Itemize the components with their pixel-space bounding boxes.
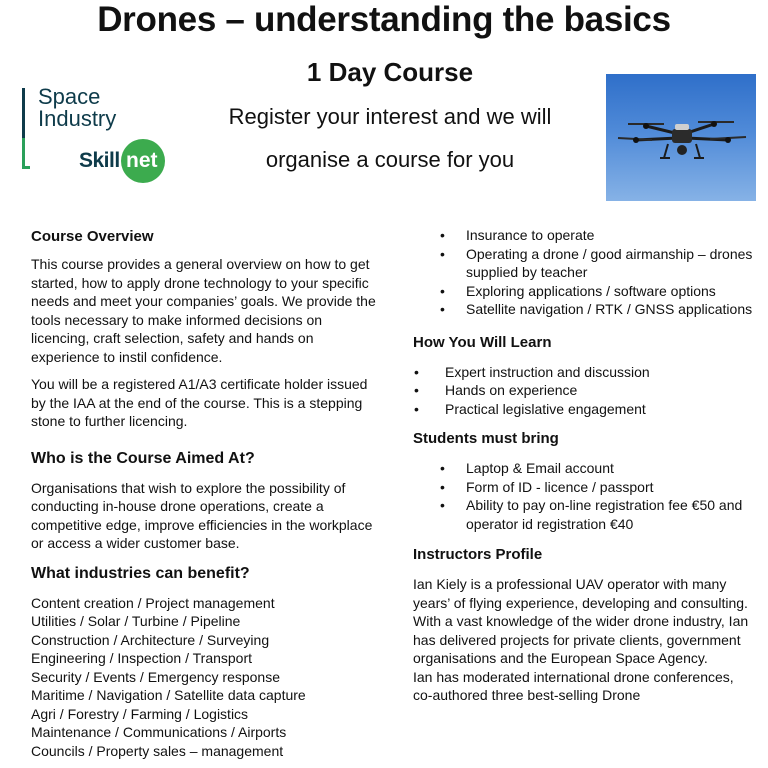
page-title: Drones – understanding the basics [97, 0, 671, 39]
industry-line: Agri / Forestry / Farming / Logistics [31, 705, 249, 722]
instructor-profile-paragraph-2: Ian has moderated international drone conferences, co-authored three best-selling Drone [413, 668, 734, 703]
list-item: • Expert instruction and discussion [413, 363, 753, 382]
course-overview-heading: Course Overview [31, 228, 154, 245]
how-you-learn-heading: How You Will Learn [413, 333, 552, 351]
list-item: • Operating a drone / good airmanship – drones supplied by teacher [413, 245, 753, 282]
list-item: • Practical legislative engagement [413, 400, 753, 419]
bring-items-list [413, 459, 753, 533]
register-interest-line-1: Register your interest and we will [228, 104, 552, 129]
left-column [31, 226, 376, 760]
industry-line: Construction / Architecture / Surveying [31, 631, 270, 648]
industry-line: Utilities / Solar / Turbine / Pipeline [31, 613, 241, 629]
logo-text-industry: Industry [38, 106, 117, 131]
industries-list [31, 594, 376, 761]
list-item: • Exploring applications / software options [413, 282, 753, 301]
audience-paragraph: Organisations that wish to explore the possibility of conducting in-house drone operations, create a competitive edge, improve efficiencies in the workplace or access a wider customer base. [31, 479, 373, 551]
course-topics-list [413, 226, 753, 319]
learning-methods-list [413, 363, 753, 419]
logo-bar-foot [22, 166, 30, 169]
industry-line: Engineering / Inspection / Transport [31, 650, 253, 666]
space-industry-skillnet-logo [22, 86, 182, 182]
students-must-bring-heading: Students must bring [413, 430, 559, 447]
right-column [413, 226, 753, 705]
industry-line: Security / Events / Emergency response [31, 668, 280, 685]
industry-line: Maritime / Navigation / Satellite data capture [31, 687, 306, 703]
industry-line: Councils / Property sales – management [31, 742, 284, 759]
audience-heading: Who is the Course Aimed At? [31, 449, 255, 467]
list-item: • Ability to pay on-line registration fee €50 and operator id registration €40 [413, 496, 753, 533]
logo-bar-accent [22, 138, 25, 168]
logo-text-net: net [126, 149, 158, 172]
industry-line: Content creation / Project management [31, 594, 275, 611]
list-item: • Laptop & Email account [413, 459, 753, 478]
course-duration: 1 Day Course [306, 57, 474, 87]
logo-text-space: Space [38, 84, 101, 109]
list-item: • Hands on experience [413, 381, 753, 400]
list-item: • Form of ID - licence / passport [413, 478, 753, 497]
drone-photo [606, 74, 756, 201]
instructor-profile-heading: Instructors Profile [413, 546, 543, 563]
certificate-paragraph: You will be a registered A1/A3 certificate holder issued by the IAA at the end of the course. This is a stepping stone to further licencing. [31, 376, 368, 429]
list-item: • Satellite navigation / RTK / GNSS applications [413, 300, 753, 319]
drone-illustration [606, 74, 756, 201]
logo-text-skill: Skill [79, 149, 120, 172]
industries-heading: What industries can benefit? [31, 564, 250, 582]
list-item: • Insurance to operate [413, 226, 753, 245]
course-overview-paragraph: This course provides a general overview on how to get started, how to apply drone technology to your specific needs and meet your companies’ goals. We provide the tools necessary to make informed decisions on licencing, craft selection, safety and hands on experience to instil confidence. [31, 256, 376, 365]
instructor-profile-paragraph: Ian Kiely is a professional UAV operator with many years’ of flying experience, developing and consulting. With a vast knowledge of the wider drone industry, Ian has delivered projects for private clients, government organisations and the European Space Agency. [413, 576, 749, 666]
register-interest-line-2: organise a course for you [265, 147, 515, 172]
industry-line: Maintenance / Communications / Airports [31, 724, 287, 740]
